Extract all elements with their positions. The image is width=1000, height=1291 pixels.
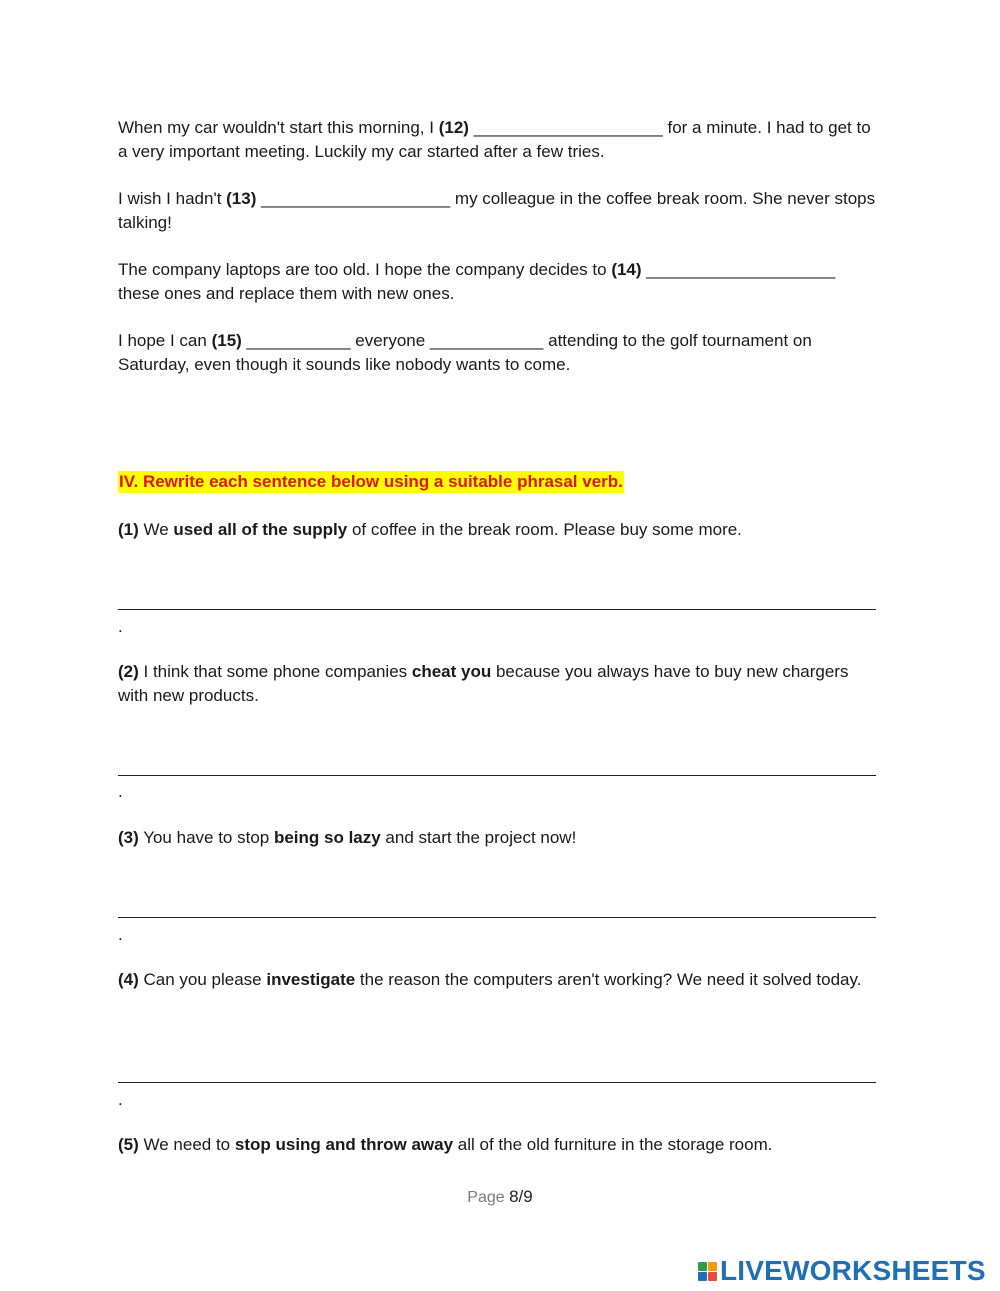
- question-number: (13): [226, 189, 257, 208]
- answer-blank-15a[interactable]: ___________: [241, 331, 356, 350]
- section-heading: IV. Rewrite each sentence below using a suitable phrasal verb.: [119, 472, 623, 491]
- question-number: (12): [438, 118, 469, 137]
- logo-block: [698, 1262, 707, 1271]
- question-number: (15): [211, 331, 242, 350]
- answer-line-3[interactable]: [118, 917, 876, 918]
- line-end-period: .: [118, 617, 123, 636]
- answer-blank-12[interactable]: ____________________: [468, 118, 668, 137]
- logo-block: [708, 1272, 717, 1281]
- rewrite-item-1: (1) We used all of the supply of coffee in the break room. Please buy some more.: [118, 520, 742, 539]
- line-end-period: .: [118, 925, 123, 944]
- logo-block: [708, 1262, 717, 1271]
- rewrite-item-2: (2) I think that some phone companies cheat you because you always have to buy new chargers with new products.: [118, 662, 849, 705]
- page-number: Page 8/9: [467, 1187, 533, 1206]
- liveworksheets-logo: [698, 1256, 986, 1286]
- line-end-period: .: [118, 1090, 123, 1109]
- rewrite-item-4: (4) Can you please investigate the reason the computers aren't working? We need it solved today.: [118, 970, 862, 989]
- line-end-period: .: [118, 782, 123, 801]
- question-12: When my car wouldn't start this morning, I (12) ____________________ for a minute. I had to get to a very important meeting. Luckily my car started after a few tries.: [118, 118, 871, 161]
- answer-blank-15b[interactable]: ____________: [425, 331, 549, 350]
- rewrite-item-5: (5) We need to stop using and throw away all of the old furniture in the storage room.: [118, 1135, 773, 1154]
- answer-blank-13[interactable]: ____________________: [256, 189, 455, 208]
- logo-blocks-icon: [698, 1262, 717, 1281]
- answer-line-4[interactable]: [118, 1082, 876, 1083]
- answer-line-2[interactable]: [118, 775, 876, 776]
- answer-blank-14[interactable]: ____________________: [641, 260, 836, 279]
- question-13: I wish I hadn't (13) ____________________ my colleague in the coffee break room. She never stops talking!: [118, 189, 876, 232]
- question-14: The company laptops are too old. I hope the company decides to (14) ____________________ these ones and replace them with new ones.: [118, 260, 836, 303]
- logo-block: [698, 1272, 707, 1281]
- answer-line-1[interactable]: [118, 609, 876, 610]
- question-15: I hope I can (15) ___________ everyone ____________ attending to the golf tournament on Saturday, even though it sounds like nobody wants to come.: [118, 331, 812, 374]
- logo-text: LIVEWORKSHEETS: [720, 1255, 986, 1286]
- question-number: (14): [611, 260, 642, 279]
- rewrite-item-3: (3) You have to stop being so lazy and start the project now!: [118, 828, 577, 847]
